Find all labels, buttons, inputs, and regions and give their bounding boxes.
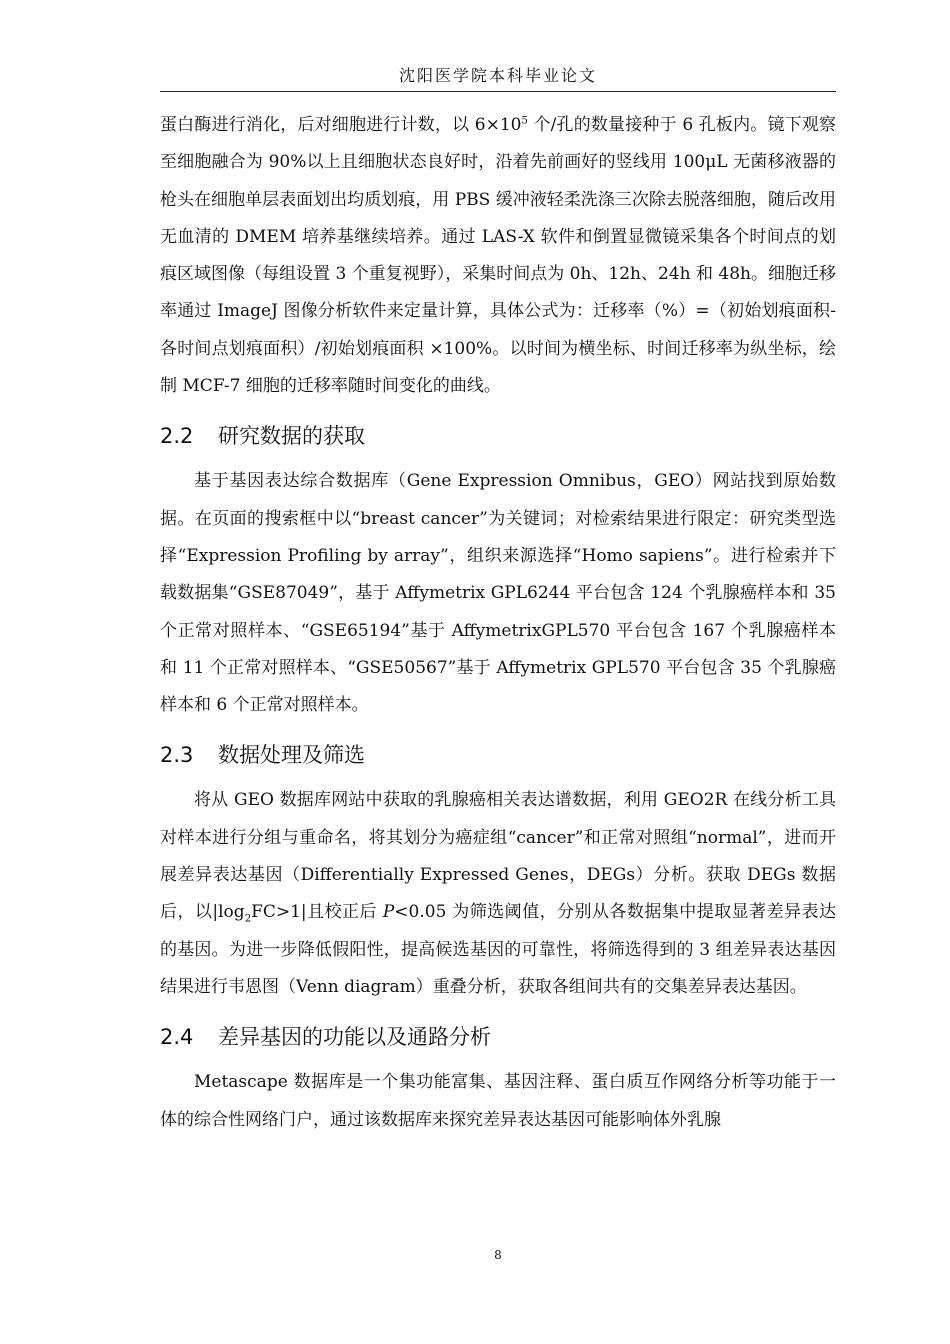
page-body [160, 107, 836, 1139]
paragraph-text: 个/孔的数量接种于 6 孔板内。镜下观察至细胞融合为 90%以上且细胞状态良好时，沿着先前画好的竖线用 100μL 无菌移液器的枪头在细胞单层表面划出均质划痕，用 PBS 缓冲液轻柔洗涤三次除去脱落细胞，随后改用无血清的 DMEM 培养基继续培养。通过 LAS-X 软件和倒置显微镜采集各个时间点的划痕区域图像（每组设置 3 个重复视野），采集时间点为 0h、12h、24h 和 48h。细胞迁移率通过 ImageJ 图像分析软件来定量计算，具体公式为：迁移率（%）=（初始划痕面积-各时间点划痕面积）/初始划痕面积 ×100%。以时间为横坐标、时间迁移率为纵坐标，绘制 MCF-7 细胞的迁移率随时间变化的曲线。 [160, 115, 836, 397]
paragraph-text: FC>1|且校正后 [251, 902, 383, 923]
section-number: 2.2 [160, 424, 194, 449]
section-number: 2.3 [160, 743, 194, 768]
paragraph-data-acquisition: 基于基因表达综合数据库（Gene Expression Omnibus，GEO）网站找到原始数据。在页面的搜索框中以“breast cancer”为关键词；对检索结果进行限定：研究类型选择“Expression Profiling by array”，组织来源选择“Homo sapiens”。进行检索并下载数据集“GSE87049”，基于 Affymetrix GPL6244 平台包含 124 个乳腺癌样本和 35 个正常对照样本、“GSE65194”基于 AffymetrixGPL570 平台包含 167 个乳腺癌样本和 11 个正常对照样本、“GSE50567”基于 Affymetrix GPL570 平台包含 35 个乳腺癌样本和 6 个正常对照样本。 [160, 471, 836, 716]
paragraph-text: <0.05 为筛选阈值，分别从各数据集中提取显著差异表达的基因。为进一步降低假阳性，提高候选基因的可靠性，将筛选得到的 3 组差异表达基因结果进行韦恩图（Venn diagram）重叠分析，获取各组间共有的交集差异表达基因。 [160, 902, 836, 997]
section-heading-2-2 [160, 413, 836, 459]
section-heading-2-4 [160, 1014, 836, 1060]
section-heading-2-3 [160, 732, 836, 778]
paragraph-data-processing [160, 782, 836, 1006]
paragraph-text: 蛋白酶进行消化，后对细胞进行计数，以 6×10 [160, 115, 522, 135]
section-title: 数据处理及筛选 [218, 743, 365, 768]
paragraph-text: 将从 GEO 数据库网站中获取的乳腺癌相关表达谱数据，利用 GEO2R 在线分析工具对样本进行分组与重命名，将其划分为癌症组“cancer”和正常对照组“normal”，进而开展差异表达基因（Differentially Expressed Genes，DEGs）分析。获取 DEGs 数据后，以|log [160, 790, 836, 923]
superscript: 5 [521, 115, 528, 127]
section-number: 2.4 [160, 1025, 194, 1050]
running-header: 沈阳医学院本科毕业论文 [398, 66, 597, 85]
section-title: 研究数据的获取 [218, 424, 365, 449]
italic-p-value: P [382, 902, 395, 923]
paragraph-metascape: Metascape 数据库是一个集功能富集、基因注释、蛋白质互作网络分析等功能于一体的综合性网络门户，通过该数据库来探究差异表达基因可能影响体外乳腺 [160, 1072, 836, 1130]
paragraph-scratch-assay [160, 107, 836, 405]
header-rule [160, 91, 836, 92]
subscript: 2 [244, 913, 252, 925]
page-number: 8 [494, 1248, 502, 1262]
section-title: 差异基因的功能以及通路分析 [218, 1025, 491, 1050]
